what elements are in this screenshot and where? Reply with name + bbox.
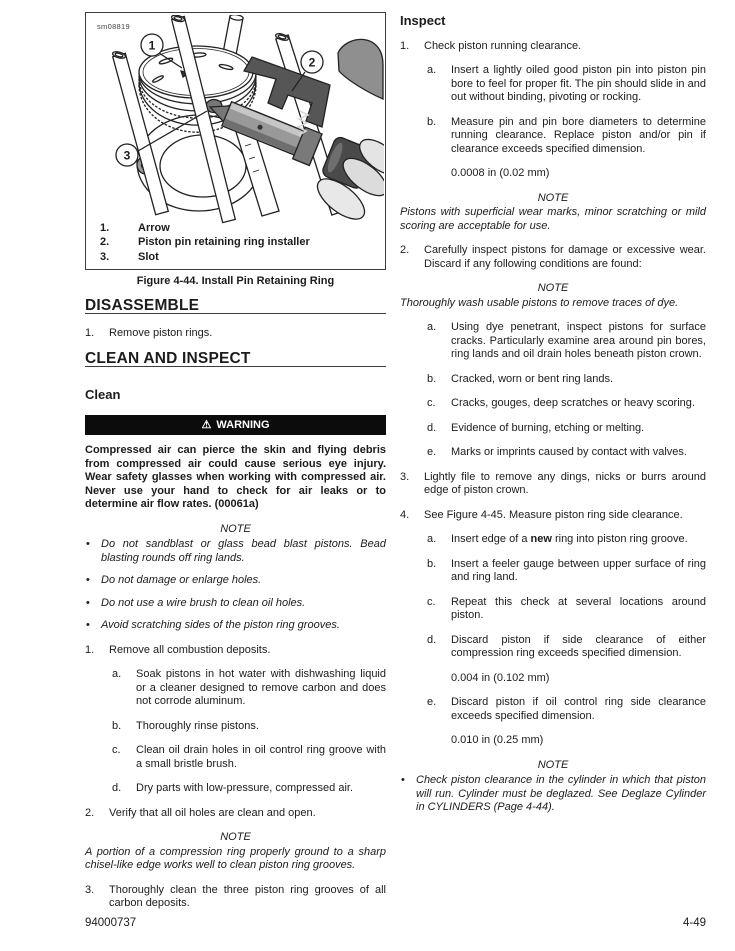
warning-label: WARNING	[216, 418, 270, 431]
substep-text: Discard piston if side clearance of either compression ring exceeds specified dimension.	[451, 633, 706, 659]
clean-and-inspect-heading: CLEAN AND INSPECT	[85, 352, 386, 368]
step-number: 1.	[85, 643, 95, 656]
note-label: NOTE	[220, 522, 251, 535]
step	[400, 471, 706, 498]
step-number: 2.	[400, 244, 410, 256]
callout-1-number: 1	[148, 38, 156, 53]
substep	[427, 596, 706, 623]
spec-value: 0.0008 in (0.02 mm)	[451, 167, 550, 179]
substep-letter: a.	[427, 64, 437, 76]
step-text: Remove all combustion deposits.	[109, 643, 271, 656]
footer-page-number: 4-49	[682, 917, 706, 929]
hand-upper	[338, 39, 383, 99]
step-text: Carefully inspect pistons for damage or excessive wear. Discard if any following conditions are found:	[424, 244, 706, 270]
note-label: NOTE	[537, 282, 569, 294]
substep-letter: a.	[427, 321, 437, 333]
substep-letter: c.	[427, 397, 436, 409]
step-number: 1.	[85, 327, 95, 339]
note-bullet-item	[400, 774, 706, 815]
step	[400, 244, 706, 271]
bullet-icon: •	[86, 619, 90, 631]
substep-text: Evidence of burning, etching or melting.	[451, 421, 645, 434]
step-number: 4.	[400, 508, 410, 521]
right-column	[400, 12, 706, 824]
substep-text: Marks or imprints caused by contact with valves.	[451, 446, 687, 458]
footer-part-number: 94000737	[85, 917, 137, 929]
legend-row	[86, 235, 385, 250]
spec-value: 0.004 in (0.102 mm)	[451, 671, 550, 684]
step-text: Lightly file to remove any dings, nicks or burrs around edge of piston crown.	[424, 470, 706, 496]
substep-text: Thoroughly rinse pistons.	[136, 719, 259, 732]
bullet-icon: •	[401, 774, 405, 786]
figure-caption: Figure 4-44. Install Pin Retaining Ring	[136, 275, 335, 287]
substep-text: Insert edge of a new ring into piston ring groove.	[451, 533, 688, 545]
legend-row	[86, 250, 385, 265]
substep-text: Discard piston if oil control ring side clearance exceeds specified dimension.	[451, 696, 706, 722]
legend-number: 2.	[100, 236, 110, 248]
figure-legend	[86, 221, 385, 265]
bullet-icon: •	[86, 538, 90, 550]
step-text: Check piston running clearance.	[424, 39, 582, 52]
substep	[427, 634, 706, 661]
substep	[427, 696, 706, 723]
figure-4-44	[85, 12, 386, 270]
substep-letter: d.	[112, 782, 122, 794]
substep	[427, 116, 706, 157]
figure-code: sm08819	[97, 22, 130, 31]
substep	[427, 422, 706, 436]
substep-letter: e.	[427, 446, 437, 458]
step	[400, 509, 706, 523]
substep-letter: c.	[112, 744, 121, 756]
clean-heading: Clean	[85, 387, 121, 402]
bullet-icon: •	[86, 596, 90, 609]
step	[400, 40, 706, 54]
substep-text: Using dye penetrant, inspect pistons for surface cracks. Particularly examine area around pin bores, ring lands and oil drain holes beneath piston crown.	[451, 321, 706, 360]
substep-letter: c.	[427, 595, 436, 608]
step	[85, 807, 386, 821]
legend-number: 1.	[100, 221, 110, 234]
step	[85, 884, 386, 911]
note-bullet-item	[85, 597, 386, 611]
substep	[112, 782, 386, 796]
note-bullet-text: Do not damage or enlarge holes.	[101, 574, 262, 586]
note-label: NOTE	[220, 831, 251, 843]
legend-label: Slot	[138, 250, 159, 263]
legend-label: Arrow	[138, 221, 170, 234]
disassemble-heading: DISASSEMBLE	[85, 299, 386, 315]
substep-text: Clean oil drain holes in oil control ring groove with a small bristle brush.	[136, 744, 386, 770]
substep-letter: a.	[112, 668, 122, 680]
legend-row	[86, 221, 385, 236]
substep-text: Cracked, worn or bent ring lands.	[451, 372, 614, 385]
note-bullet-item	[85, 538, 386, 565]
substep-text: Repeat this check at several locations around piston.	[451, 595, 706, 621]
substep-letter: b.	[427, 557, 437, 570]
substep-letter: e.	[427, 696, 437, 708]
warning-icon: ⚠	[201, 418, 212, 431]
callout-3-number: 3	[123, 148, 131, 163]
note-label: NOTE	[537, 758, 569, 771]
substep-letter: b.	[112, 719, 122, 732]
substep-text: Dry parts with low-pressure, compressed air.	[136, 782, 354, 794]
substep-text: Soak pistons in hot water with dishwashing liquid or a cleaner designed to remove carbon and does not corrode aluminum.	[136, 668, 386, 707]
warning-banner	[85, 415, 386, 436]
substep-text: Insert a feeler gauge between upper surface of ring and ring land.	[451, 557, 706, 583]
note-bullet-item	[85, 574, 386, 588]
note-text: A portion of a compression ring properly ground to a sharp chisel-like edge works well to clean piston ring grooves.	[85, 845, 386, 871]
substep-letter: a.	[427, 533, 437, 545]
substep	[427, 321, 706, 362]
emphasized-word: new	[530, 533, 552, 545]
substep	[112, 744, 386, 771]
substep-text: Measure pin and pin bore diameters to determine running clearance. Replace piston and/or pin if clearance exceeds specified dimension.	[451, 115, 706, 155]
substep-text: Insert a lightly oiled good piston pin into piston pin bore to feel for proper fit. The pin should slide in and out without binding, pivoting or rocking.	[451, 64, 706, 103]
substep-letter: d.	[427, 633, 437, 646]
step	[85, 327, 386, 341]
substep	[427, 558, 706, 585]
warning-text: Compressed air can pierce the skin and flying debris from compressed air could cause serious eye injury. Wear safety glasses when working with compressed air. Never use your hand to check for air leaks or to determine air flow rates. (00061a)	[85, 444, 386, 510]
substep-letter: d.	[427, 421, 437, 434]
step-text: Thoroughly clean the three piston ring grooves of all carbon deposits.	[109, 883, 386, 909]
substep	[427, 64, 706, 105]
step-number: 2.	[85, 806, 95, 819]
note-bullet-text: Do not sandblast or glass bead blast pistons. Bead blasting rounds off ring lands.	[101, 538, 386, 564]
step-number: 3.	[400, 470, 410, 483]
note-bullet-text: Check piston clearance in the cylinder in which that piston will run. Cylinder must be deglazed. See Deglaze Cylinder in CYLINDERS (Page 4-44).	[416, 774, 706, 813]
substep-text: Cracks, gouges, deep scratches or heavy scoring.	[451, 397, 695, 409]
left-column	[85, 12, 386, 922]
step-number: 3.	[85, 883, 95, 896]
note-label: NOTE	[537, 191, 569, 204]
step-number: 1.	[400, 39, 410, 52]
legend-number: 3.	[100, 250, 110, 263]
callout-2-number: 2	[308, 55, 316, 70]
note-bullet-item	[85, 619, 386, 633]
substep	[112, 720, 386, 734]
substep	[427, 373, 706, 387]
step	[85, 644, 386, 658]
cylinder-stud-back-center	[223, 15, 243, 55]
substep	[427, 446, 706, 460]
substep	[427, 533, 706, 547]
step-text: Remove piston rings.	[109, 327, 213, 339]
substep-letter: b.	[427, 372, 437, 385]
note-bullet-text: Avoid scratching sides of the piston ring grooves.	[101, 619, 340, 631]
substep-letter: b.	[427, 115, 437, 128]
step-text: Verify that all oil holes are clean and open.	[109, 806, 316, 819]
legend-label: Piston pin retaining ring installer	[138, 236, 310, 248]
inspect-heading: Inspect	[400, 13, 446, 28]
bullet-icon: •	[86, 574, 90, 586]
step-text: See Figure 4-45. Measure piston ring side clearance.	[424, 508, 683, 521]
note-text: Thoroughly wash usable pistons to remove traces of dye.	[400, 296, 679, 309]
note-bullet-text: Do not use a wire brush to clean oil holes.	[101, 596, 306, 609]
note-text: Pistons with superficial wear marks, minor scratching or mild scoring are acceptable for use.	[400, 206, 706, 232]
spec-value: 0.010 in (0.25 mm)	[451, 734, 544, 746]
piston-pin-installer-illustration	[86, 15, 384, 225]
substep	[427, 397, 706, 411]
substep	[112, 668, 386, 709]
